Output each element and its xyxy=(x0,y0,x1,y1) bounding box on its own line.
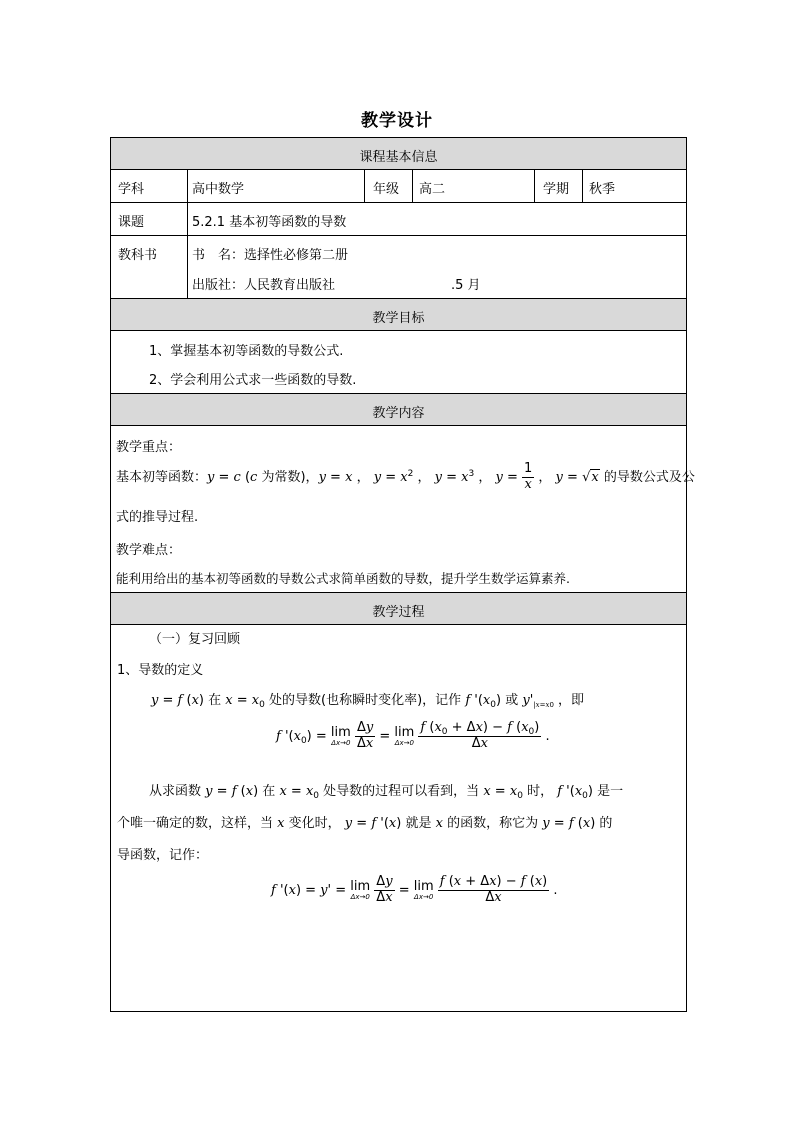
basic-info-header xyxy=(111,138,686,170)
topic-label-cell xyxy=(111,203,188,235)
term-label-cell xyxy=(535,170,583,202)
subject-row xyxy=(111,170,686,203)
page-title: 教学设计 xyxy=(361,111,433,131)
key-points-prefix: 基本初等函数： xyxy=(116,470,208,485)
difficult-points-text: 能利用给出的基本初等函数的导数公式求简单函数的导数，提升学生数学运算素养. xyxy=(116,571,570,586)
grade-value: 高二 xyxy=(419,182,446,197)
publisher: 出版社：人民教育出版社 xyxy=(192,278,336,293)
textbook-label: 教科书 xyxy=(118,248,158,263)
topic-row xyxy=(111,203,686,236)
derivative-at-point-formula: f '$(x_0) = \lim$ Δx→0 $\frac{\Delta y}{\Delta x}$ = lim Δx→0 $\frac{f (x_0 + \Delta x) - f (x_0)}{\Delta x}$ . xyxy=(276,720,550,751)
objectives-body xyxy=(111,331,686,394)
topic-value-cell xyxy=(188,203,686,235)
key-points-suffix: 的导数公式及公 xyxy=(603,470,695,485)
grade-value-cell xyxy=(413,170,535,202)
term-label: 学期 xyxy=(543,182,570,197)
subject-label-cell xyxy=(111,170,188,202)
derivative-definition-line: y = f (x) 在 $x = x_0$ 处的导数(也称瞬时变化率)，记作 f '$(x_0)$ 或 $y'_{|x=x0}$ ，即 xyxy=(151,693,585,710)
content-body xyxy=(111,426,695,593)
key-points-label: 教学重点： xyxy=(116,440,182,455)
objectives-header xyxy=(111,299,686,331)
section-title: （一）复习回顾 xyxy=(149,632,241,647)
subsection-title: 1、导数的定义 xyxy=(117,663,204,678)
subject-label: 学科 xyxy=(118,182,145,197)
objective-item: 2、学会利用公式求一些函数的导数. xyxy=(149,373,357,388)
derivative-function-para-line3: 导函数，记作： xyxy=(117,848,209,863)
process-header-label: 教学过程 xyxy=(372,605,425,620)
derivative-function-para-line1: 从求函数 y = f (x) 在 $x = x_0$ 处导数的过程可以看到，当 $x = x_0$ 时， f '$(x_0)$ 是一 xyxy=(149,784,624,801)
basic-info-header-label: 课程基本信息 xyxy=(359,150,438,165)
formula-sqrt: √x xyxy=(582,470,599,485)
objectives-header-label: 教学目标 xyxy=(372,311,425,326)
key-points-line2: 式的推导过程. xyxy=(116,510,199,525)
derivative-function-formula: f '(x) = y' = lim Δx→0 $\frac{\Delta y}{\Delta x}$ = lim Δx→0 $\frac{f (x + \Delta x) - f (x)}{\Delta x}$ . xyxy=(271,874,558,905)
content-header xyxy=(111,394,686,426)
textbook-value-cell xyxy=(188,236,686,298)
formula-const: y xyxy=(207,470,215,485)
publish-date: .5 月 xyxy=(451,278,481,293)
textbook-label-cell xyxy=(111,236,188,298)
textbook-row xyxy=(111,236,686,299)
process-body xyxy=(111,625,686,1011)
key-points-line: 基本初等函数：y = c (c 为常数)，y = x ， $y = x^2$ ， $y = x^3$ ， y = $\frac{1}{x}$ ， y = √x 的导数公式及公 xyxy=(116,460,695,496)
lesson-plan-table xyxy=(110,137,695,1012)
topic-label: 课题 xyxy=(118,215,145,230)
book-name: 书 名：选择性必修第二册 xyxy=(192,248,349,263)
objective-item: 1、掌握基本初等函数的导数公式. xyxy=(149,344,344,359)
formula-reciprocal: $\frac{1}{x}$ xyxy=(523,461,533,492)
key-points-note: 为常数) xyxy=(261,470,306,485)
term-value: 秋季 xyxy=(589,182,616,197)
subject-value-cell xyxy=(188,170,365,202)
derivative-function-para-line2: 个唯一确定的数，这样，当 x 变化时， y = f '(x) 就是 x 的函数，称它为 y = f (x) 的 xyxy=(117,816,613,831)
process-header xyxy=(111,593,686,625)
difficult-points-label: 教学难点： xyxy=(116,543,182,558)
grade-label: 年级 xyxy=(373,182,400,197)
term-value-cell xyxy=(583,170,686,202)
grade-label-cell xyxy=(365,170,413,202)
subject-value: 高中数学 xyxy=(192,182,245,197)
topic-value: 5.2.1 基本初等函数的导数 xyxy=(192,215,347,230)
content-header-label: 教学内容 xyxy=(372,406,425,421)
